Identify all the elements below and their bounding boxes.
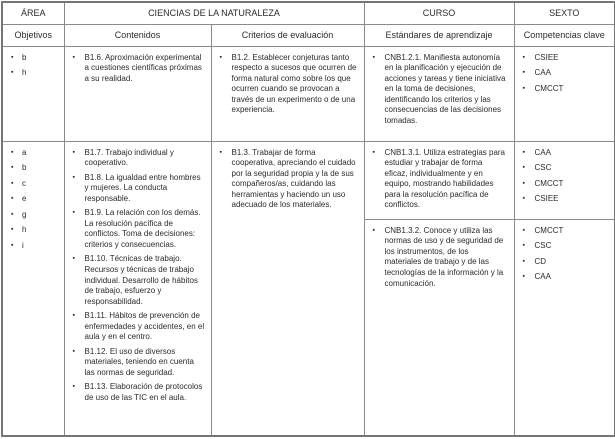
curso-label: CURSO [364, 2, 514, 24]
bullet-item: ▪ B1.8. La igualdad entre hombres y mujeres. La conducta responsable. [72, 173, 205, 205]
estandares-cell [364, 46, 514, 141]
estandares-list [372, 53, 508, 127]
bullet-item: ▪ a [10, 148, 58, 159]
competencias-cell [514, 141, 615, 219]
competencias-list [522, 226, 609, 283]
bullet-item: ▪ CSIEE [522, 53, 609, 64]
estandares-list [372, 226, 508, 289]
curso-value: SEXTO [514, 2, 615, 24]
col-header-contenidos: Contenidos [64, 24, 211, 46]
col-header-objetivos: Objetivos [2, 24, 64, 46]
bullet-item: ▪ CD [522, 257, 609, 268]
col-header-criterios: Criterios de evaluación [211, 24, 364, 46]
bullet-item: ▪ CAA [522, 148, 609, 159]
competencias-cell [514, 46, 615, 141]
objetivos-cell [2, 141, 64, 436]
bullet-item: ▪ B1.13. Elaboración de protocolos de uso de las TIC en el aula. [72, 382, 205, 403]
bullet-item: ▪ e [10, 194, 58, 205]
bullet-item: ▪ CNB1.3.1. Utiliza estrategias para estudiar y trabajar de forma eficaz, individualmente y en equipo, mostrando habilidades para la resolución pacífica de conflictos. [372, 148, 508, 211]
header-row-area [2, 2, 615, 24]
objetivos-list [10, 148, 58, 252]
bullet-item: ▪ CMCCT [522, 84, 609, 95]
bullet-item: ▪ CSC [522, 163, 609, 174]
bullet-item: ▪ B1.2. Establecer conjeturas tanto respecto a sucesos que ocurren de forma natural como sobre los que ocurren cuando se provocan a través de un experimento o de una experiencia. [219, 53, 358, 116]
criterios-cell [211, 141, 364, 436]
bullet-item: ▪ b [10, 163, 58, 174]
bullet-item: ▪ g [10, 210, 58, 221]
bullet-item: ▪ B1.11. Hábitos de prevención de enfermedades y accidentes, en el aula y en el centro. [72, 311, 205, 343]
bullet-item: ▪ h [10, 225, 58, 236]
col-header-estandares: Estándares de aprendizaje [364, 24, 514, 46]
criterios-list [219, 53, 358, 116]
contenidos-cell [64, 141, 211, 436]
bullet-item: ▪ B1.6. Aproximación experimental a cuestiones científicas próximas a su realidad. [72, 53, 205, 85]
estandares-cell [364, 219, 514, 436]
bullet-item: ▪ B1.9. La relación con los demás. La resolución pacífica de conflictos. Toma de decisiones: criterios y consecuencias. [72, 208, 205, 250]
competencias-cell [514, 219, 615, 436]
header-row-columns [2, 24, 615, 46]
bullet-item: ▪ CSC [522, 241, 609, 252]
criterios-list [219, 148, 358, 211]
table-row [2, 141, 615, 219]
area-label: ÁREA [2, 2, 64, 24]
contenidos-list [72, 53, 205, 85]
contenidos-cell [64, 46, 211, 141]
bullet-item: ▪ CNB1.2.1. Manifiesta autonomía en la planificación y ejecución de acciones y tareas y tiene iniciativa en la toma de decisiones, identificando los criterios y las consecuencias de las decisiones tomadas. [372, 53, 508, 127]
bullet-item: ▪ h [10, 68, 58, 79]
objetivos-list [10, 53, 58, 79]
bullet-item: ▪ B1.10. Técnicas de trabajo. Recursos y técnicas de trabajo individual. Desarrollo de hábitos de trabajo, esfuerzo y responsabilidad. [72, 254, 205, 307]
col-header-competencias: Competencias clave [514, 24, 615, 46]
estandares-cell [364, 141, 514, 219]
estandares-list [372, 148, 508, 211]
criterios-cell [211, 46, 364, 141]
contenidos-list [72, 148, 205, 404]
bullet-item: ▪ CNB1.3.2. Conoce y utiliza las normas de uso y de seguridad de los instrumentos, de los materiales de trabajo y de las tecnologías de la información y la comunicación. [372, 226, 508, 289]
bullet-item: ▪ B1.3. Trabajar de forma cooperativa, apreciando el cuidado por la seguridad propia y la de sus compañeros/as, cuidando las herramientas y haciendo un uso adecuado de los materiales. [219, 148, 358, 211]
competencias-list [522, 53, 609, 95]
table-row [2, 46, 615, 141]
bullet-item: ▪ b [10, 53, 58, 64]
bullet-item: ▪ CAA [522, 272, 609, 283]
bullet-item: ▪ CMCCT [522, 179, 609, 190]
subject-title: CIENCIAS DE LA NATURALEZA [64, 2, 364, 24]
competencias-list [522, 148, 609, 205]
objetivos-cell [2, 46, 64, 141]
bullet-item: ▪ CMCCT [522, 226, 609, 237]
bullet-item: ▪ i [10, 241, 58, 252]
bullet-item: ▪ CSIEE [522, 194, 609, 205]
bullet-item: ▪ c [10, 179, 58, 190]
bullet-item: ▪ B1.7. Trabajo individual y cooperativo. [72, 148, 205, 169]
bullet-item: ▪ CAA [522, 68, 609, 79]
curriculum-table [1, 1, 615, 437]
bullet-item: ▪ B1.12. El uso de diversos materiales, teniendo en cuenta las normas de seguridad. [72, 347, 205, 379]
